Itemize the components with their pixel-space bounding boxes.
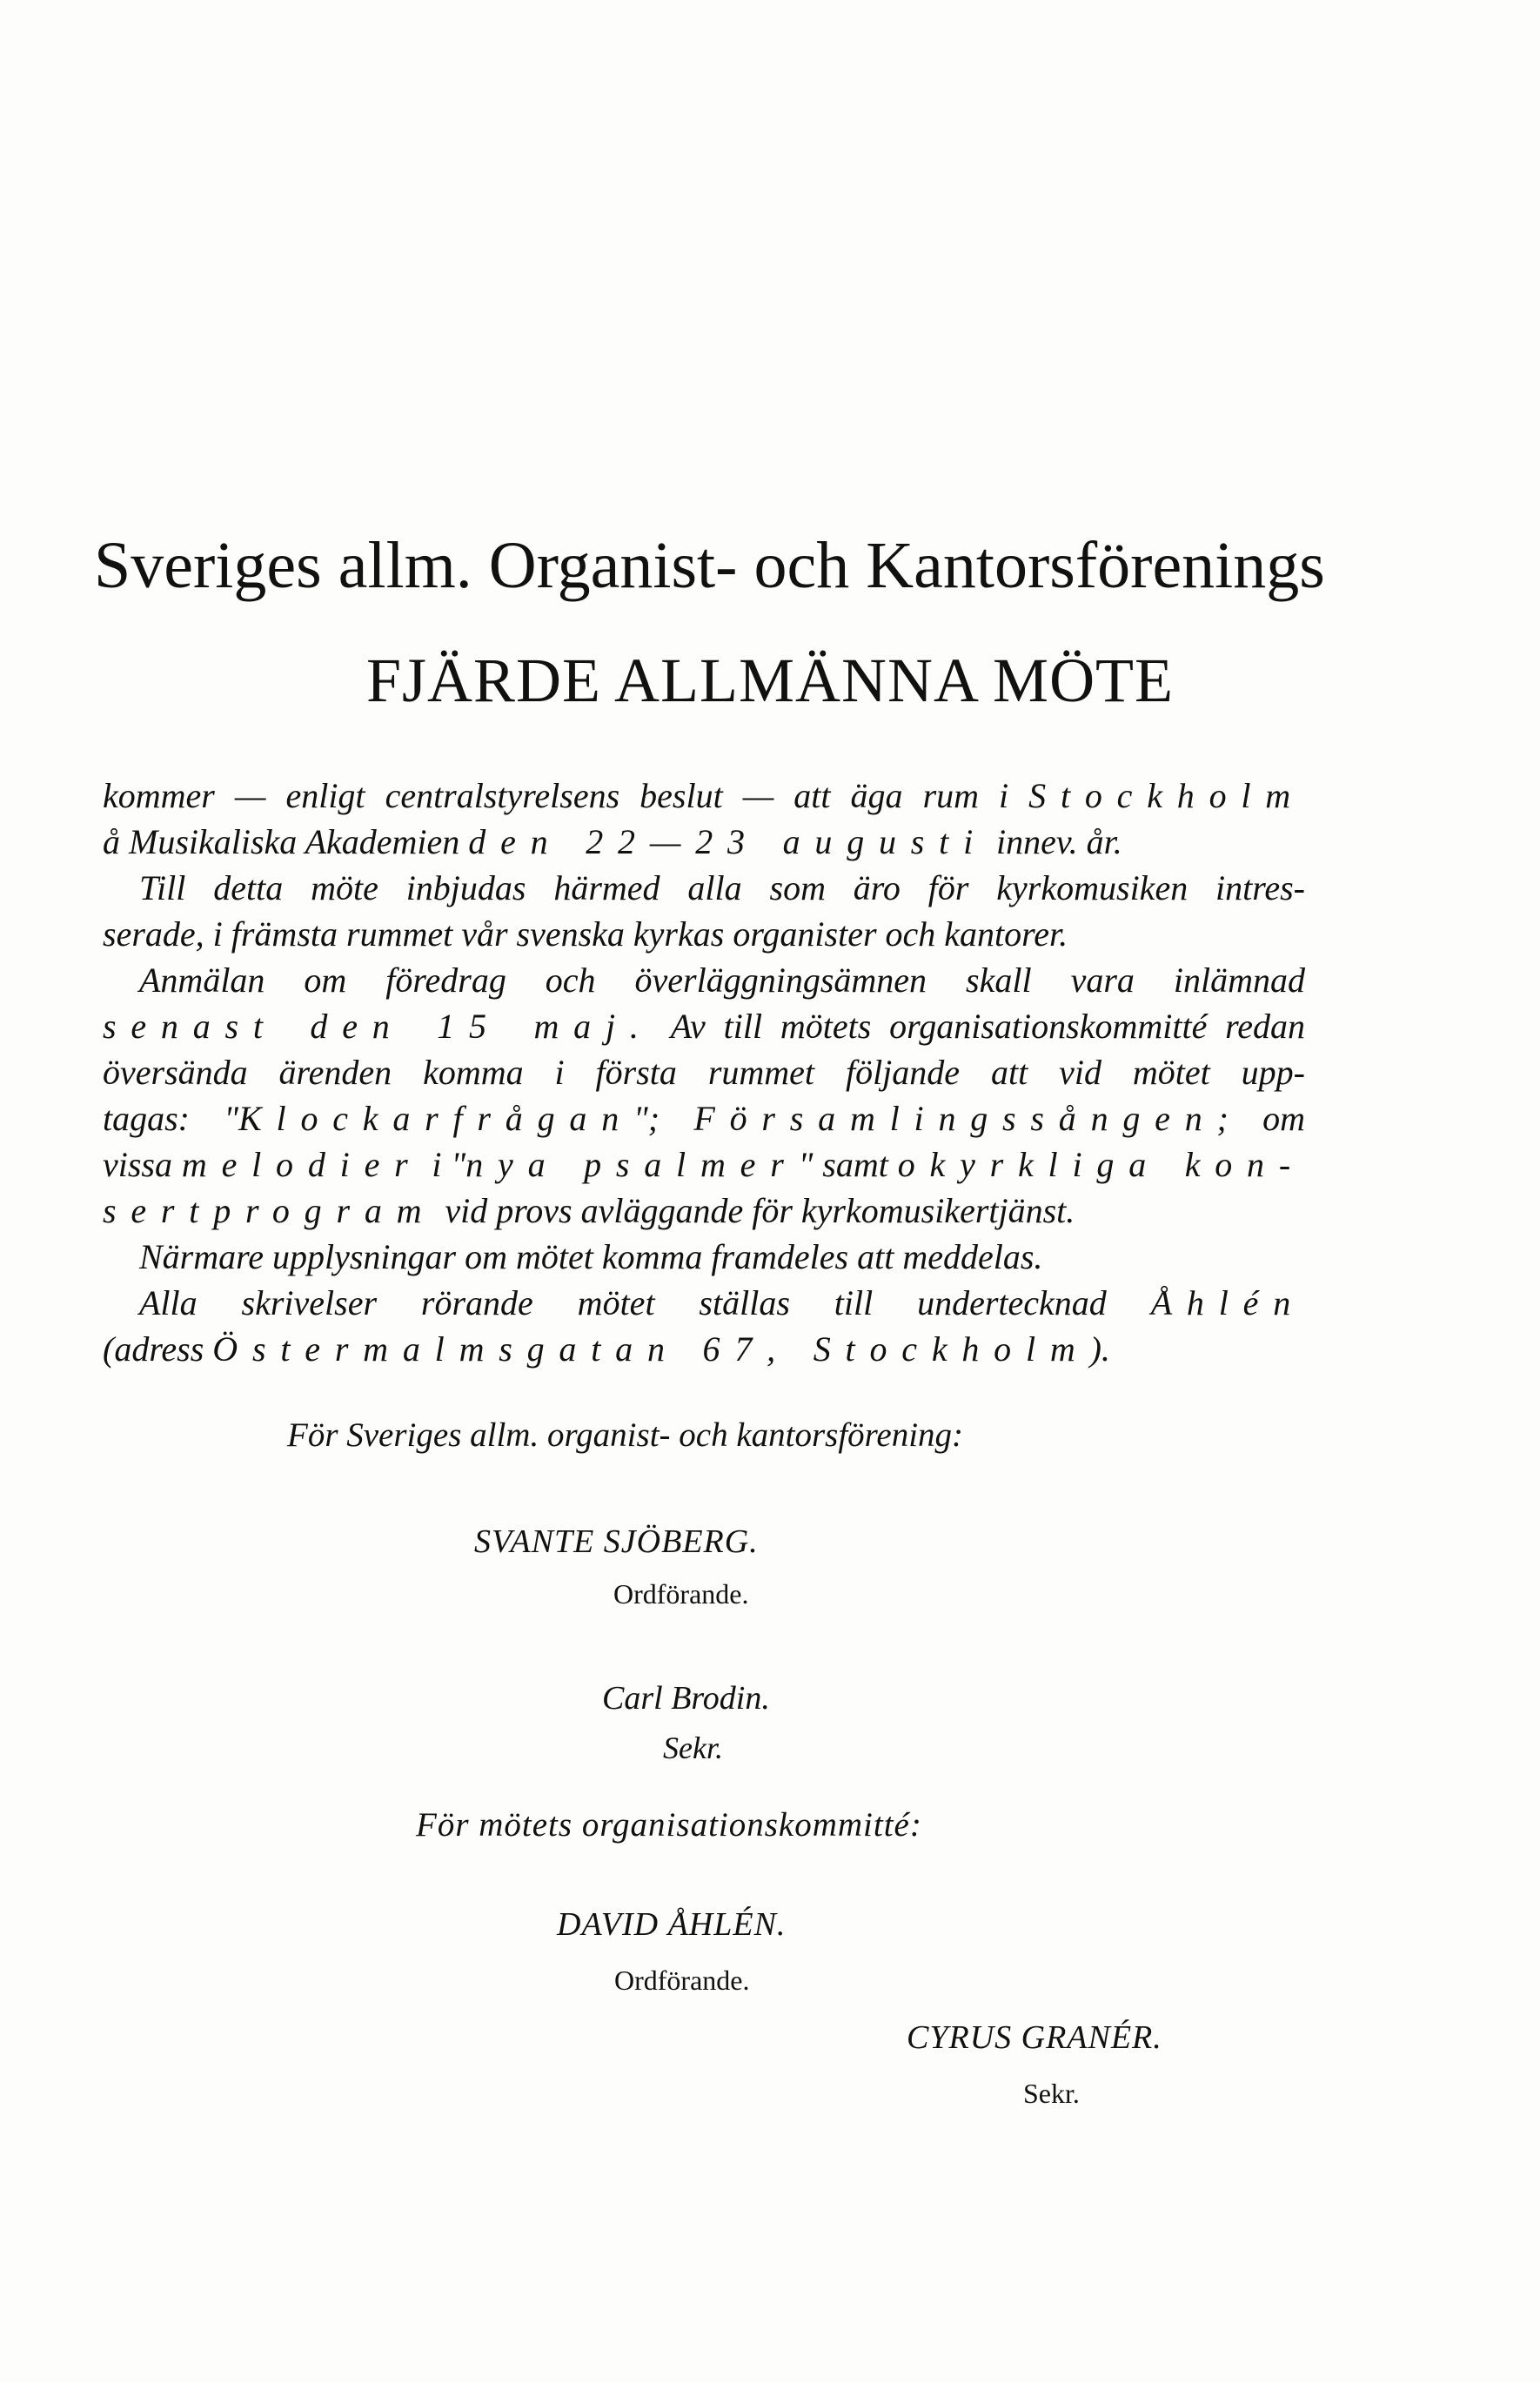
body-text-segment: "; bbox=[633, 1099, 694, 1138]
topic-spaced: melodier bbox=[181, 1145, 423, 1184]
topic-spaced: sertprogram bbox=[103, 1191, 437, 1230]
committee-chair-signature-name: DAVID ÅHLÉN. bbox=[557, 1906, 787, 1943]
chair-signature-name: SVANTE SJÖBERG. bbox=[474, 1523, 759, 1560]
body-text-segment: tagas: " bbox=[103, 1099, 239, 1138]
body-text-segment: " samt bbox=[798, 1145, 898, 1184]
body-line bbox=[103, 819, 1305, 865]
body-text-segment: vissa bbox=[103, 1145, 182, 1184]
body-text-segment: Alla skrivelser rörande mötet ställas till undertecknad bbox=[139, 1283, 1151, 1322]
body-line bbox=[103, 1003, 1305, 1049]
committee-signoff: För mötets organisationskommitté: bbox=[416, 1806, 922, 1844]
body-line bbox=[103, 773, 1305, 819]
topic-spaced: Församlingssången bbox=[693, 1099, 1217, 1138]
body-line bbox=[103, 1326, 1305, 1372]
body-line bbox=[103, 1095, 1305, 1141]
association-signoff: För Sveriges allm. organist- och kantorsförening: bbox=[287, 1416, 964, 1454]
body-line: översända ärenden komma i första rummet följande att vid mötet upp- bbox=[103, 1053, 1305, 1092]
body-text-segment: vid provs avläggande för kyrkomusikertjänst. bbox=[436, 1191, 1075, 1230]
committee-chair-signature-title: Ordförande. bbox=[614, 1965, 750, 1996]
body-line bbox=[103, 1141, 1305, 1188]
deadline-spaced: senast den 15 maj. bbox=[103, 1007, 653, 1046]
body-text-segment: å Musikaliska Akademien bbox=[103, 822, 469, 861]
body-line: Närmare upplysningar om mötet komma framdeles att meddelas. bbox=[139, 1237, 1043, 1276]
chair-signature-title: Ordförande. bbox=[613, 1578, 749, 1610]
topic-spaced: Klockarfrågan bbox=[238, 1099, 633, 1138]
committee-secretary-signature-name: CYRUS GRANÉR. bbox=[907, 2019, 1162, 2056]
body-line: Anmälan om föredrag och överläggningsämnen skall vara inlämnad bbox=[139, 961, 1305, 1000]
meeting-title: FJÄRDE ALLMÄNNA MÖTE bbox=[365, 646, 1175, 715]
body-line: Till detta möte inbjudas härmed alla som äro för kyrkomusiken intres- bbox=[139, 868, 1305, 907]
body-text-segment: kommer — enligt centralstyrelsens beslut — att äga rum i bbox=[103, 776, 1029, 815]
body-line bbox=[103, 1188, 1305, 1234]
body-text-segment: (adress bbox=[103, 1329, 213, 1369]
secretary-signature-title: Sekr. bbox=[663, 1730, 723, 1765]
body-text-segment: innev. år. bbox=[988, 822, 1122, 861]
body-text-segment: ; om bbox=[1216, 1099, 1305, 1138]
body-text-segment: Av till mötets organisationskommitté redan bbox=[653, 1007, 1306, 1046]
location-spaced: Stockholm bbox=[1028, 776, 1305, 815]
address-spaced: Östermalmsgatan 67, Stockholm bbox=[212, 1329, 1090, 1369]
topic-spaced: okyrkliga kon- bbox=[897, 1145, 1305, 1184]
body-text-segment: ). bbox=[1089, 1329, 1110, 1369]
name-spaced: Åhlén bbox=[1150, 1283, 1305, 1322]
date-spaced: den 22—23 augusti bbox=[468, 822, 988, 861]
association-heading: Sveriges allm. Organist- och Kantorsförenings bbox=[94, 529, 1325, 602]
body-line bbox=[103, 1280, 1305, 1326]
body-line: serade, i främsta rummet vår svenska kyrkas organister och kantorer. bbox=[103, 914, 1068, 954]
secretary-signature-name: Carl Brodin. bbox=[602, 1680, 770, 1717]
committee-secretary-signature-title: Sekr. bbox=[1023, 2078, 1080, 2109]
topic-spaced: nya psalmer bbox=[465, 1145, 799, 1184]
announcement-body bbox=[103, 773, 1305, 1372]
body-text-segment: i " bbox=[422, 1145, 466, 1184]
